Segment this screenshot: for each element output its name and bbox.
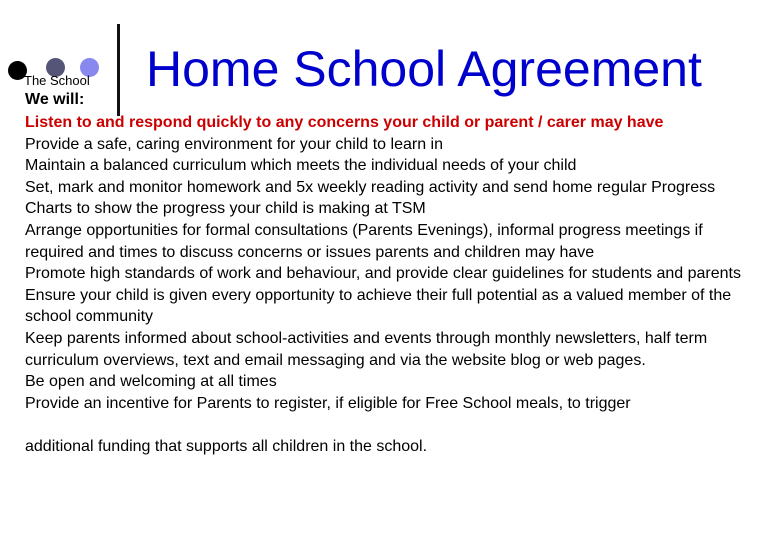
title-divider [117,24,120,116]
agreement-list [25,112,755,458]
agreement-item: Promote high standards of work and behaviour, and provide clear guidelines for students and parents [25,265,741,283]
agreement-item: Be open and welcoming at all times [25,373,277,391]
agreement-item: Arrange opportunities for formal consultations (Parents Evenings), informal progress meetings if required and times to discuss concerns or issues parents and children may have [25,221,703,261]
agreement-item: Set, mark and monitor homework and 5x weekly reading activity and send home regular Progress Charts to show the progress your child is making at TSM [25,178,716,218]
agreement-item: Provide a safe, caring environment for your child to learn in [25,135,443,153]
agreement-item: Ensure your child is given every opportunity to achieve their full potential as a valued member of the school community [25,286,732,326]
agreement-item: Provide an incentive for Parents to register, if eligible for Free School meals, to trigger [25,394,631,412]
agreement-item: Listen to and respond quickly to any concerns your child or parent / carer may have [25,114,664,131]
agreement-item-continuation: additional funding that supports all children in the school. [25,437,428,455]
page-title: Home School Agreement [146,41,702,97]
agreement-item: Maintain a balanced curriculum which meets the individual needs of your child [25,157,577,175]
agreement-item: Keep parents informed about school-activities and events through monthly newsletters, half term curriculum overviews, text and email messaging and via the website blog or web pages. [25,329,708,369]
school-label: The School [24,73,90,88]
section-heading: We will: [25,91,85,108]
